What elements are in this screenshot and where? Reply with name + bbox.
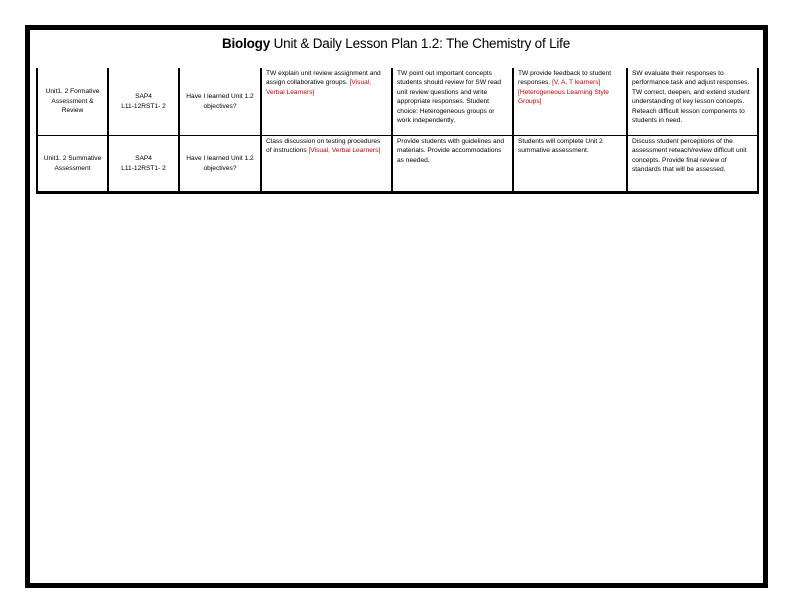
standard-code-secondary: L11-12RST1- 2 bbox=[121, 164, 166, 172]
activity-cell bbox=[392, 68, 513, 136]
standard-code: SAP4 bbox=[135, 93, 152, 101]
activity-cell: Students will complete Unit 2 summative assessment. bbox=[513, 136, 627, 193]
lesson-plan-table bbox=[36, 68, 759, 194]
activity-cell: Provide students with guidelines and materials. Provide accommodations as needed. bbox=[392, 136, 513, 193]
activity-text: TW point out important concepts students should review for SW read unit review questions and write appropriate responses. Student choice: Heterogeneous groups or work independently. bbox=[397, 70, 502, 125]
standard-cell bbox=[108, 136, 179, 193]
standard-cell bbox=[108, 68, 179, 136]
essential-question-cell: Have I learned Unit 1.2 objectives? bbox=[179, 68, 261, 136]
table-row bbox=[37, 136, 758, 193]
activity-cell: Discuss student perceptions of the assessment reteach/review difficult unit concepts. Provide final review of standards that will be assessed. bbox=[627, 136, 758, 193]
standard-code: SAP4 bbox=[135, 155, 152, 163]
unit-cell: Unit1. 2 Formative Assessment & Review bbox=[37, 68, 108, 136]
learner-tag: [Visual, Verbal Learners] bbox=[308, 147, 381, 155]
unit-cell: Unit1. 2 Summative Assessment bbox=[37, 136, 108, 193]
title-subject: Biology bbox=[221, 36, 271, 51]
activity-cell: SW evaluate their responses to performance task and adjust responses. TW correct, deepen, and extend student understanding of key lesson concepts. Reteach difficult lesson components to students in need. bbox=[627, 68, 758, 136]
learner-tag: [Visual, Verbal Learners] bbox=[266, 79, 372, 96]
activity-text: TW provide feedback to student responses. bbox=[518, 70, 612, 87]
essential-question-cell: Have I learned Unit 1.2 objectives? bbox=[179, 136, 261, 193]
activity-text: Class discussion on testing procedures of instructions bbox=[266, 138, 381, 155]
table-row bbox=[37, 68, 758, 136]
activity-cell bbox=[261, 68, 392, 136]
activity-text: TW explain unit review assignment and assign collaborative groups. bbox=[266, 70, 381, 87]
learner-tag: [V, A, T learners] [Heterogeneous Learning Style Groups] bbox=[518, 79, 609, 106]
activity-cell bbox=[513, 68, 627, 136]
standard-code-secondary: L11-12RST1- 2 bbox=[121, 102, 166, 110]
activity-cell bbox=[261, 136, 392, 193]
title-text: Unit & Daily Lesson Plan 1.2: The Chemistry of Life bbox=[270, 36, 571, 51]
page-title bbox=[0, 36, 792, 51]
